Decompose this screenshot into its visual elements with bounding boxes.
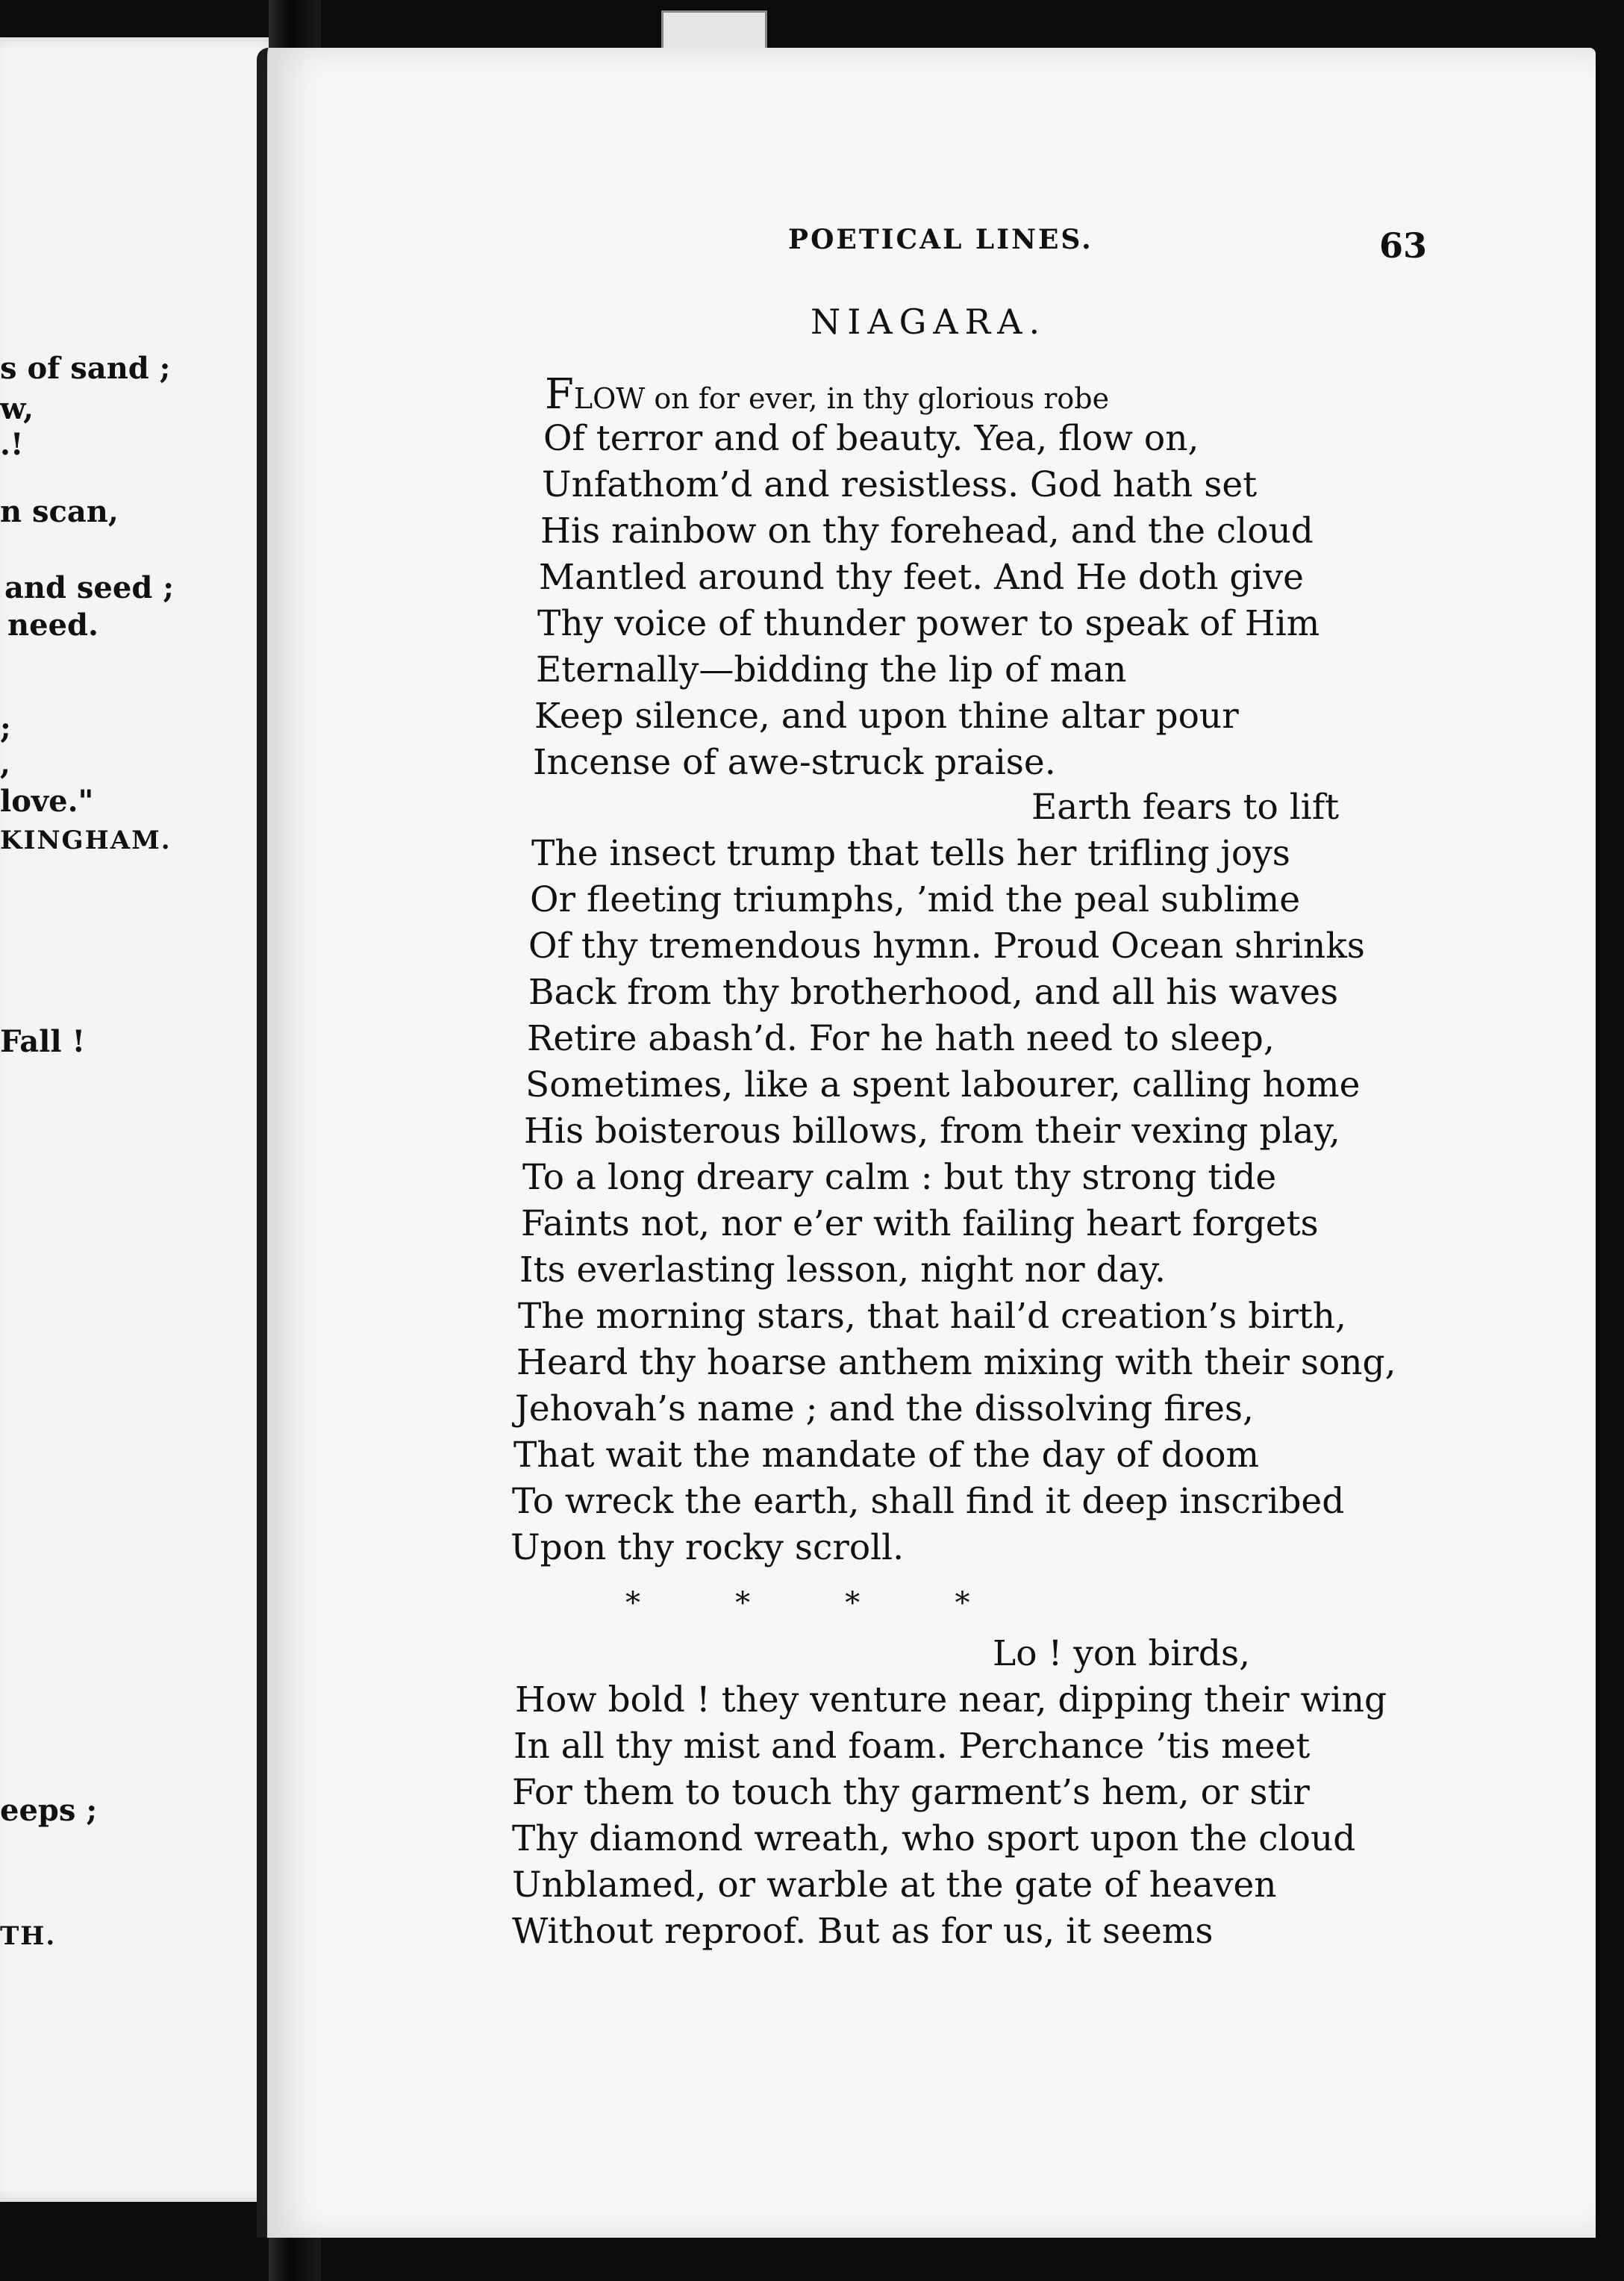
poem-line: Sometimes, like a spent labourer, calling home	[525, 1064, 1361, 1105]
left-fragment: .!	[0, 427, 24, 462]
page-number: 63	[1379, 225, 1428, 266]
poem-line: The morning stars, that hail’d creation’s birth,	[518, 1296, 1346, 1337]
poem-line: For them to touch thy garment’s hem, or stir	[512, 1772, 1310, 1813]
poem-line: Heard thy hoarse anthem mixing with their song,	[516, 1342, 1396, 1383]
poem-line: Thy diamond wreath, who sport upon the cloud	[512, 1818, 1356, 1859]
poem-line: Its everlasting lesson, night nor day.	[519, 1249, 1166, 1291]
left-page	[0, 37, 282, 2202]
poem-line: To wreck the earth, shall find it deep inscribed	[512, 1481, 1345, 1522]
poem-line: Incense of awe-struck praise.	[533, 742, 1056, 783]
poem-line: Earth fears to lift	[1031, 787, 1340, 828]
left-fragment: eeps ;	[0, 1793, 98, 1828]
running-title: POETICAL LINES.	[788, 224, 1093, 255]
poem-line: In all thy mist and foam. Perchance ’tis meet	[513, 1726, 1311, 1767]
left-fragment: need.	[7, 608, 99, 643]
poem-line: The insect trump that tells her trifling joys	[531, 833, 1290, 874]
poem-line: Or fleeting triumphs, ’mid the peal sublime	[530, 879, 1301, 920]
poem-line: Unfathom’d and resistless. God hath set	[542, 464, 1258, 505]
left-fragment: and seed ;	[4, 570, 174, 605]
first-line-text: LOW on for ever, in thy glorious robe	[573, 382, 1110, 415]
left-fragment: Fall !	[0, 1024, 86, 1059]
poem-line: Lo ! yon birds,	[993, 1633, 1251, 1674]
poem-line: Keep silence, and upon thine altar pour	[534, 696, 1239, 737]
poem-line: His boisterous billows, from their vexing play,	[524, 1111, 1340, 1152]
left-fragment: ;	[0, 711, 11, 746]
poem-line: Back from thy brotherhood, and all his waves	[528, 972, 1339, 1013]
poem-title: NIAGARA.	[811, 302, 1047, 342]
poem-line: Retire abash’d. For he hath need to sleep,	[527, 1018, 1275, 1059]
section-separator: * * * *	[625, 1586, 970, 1620]
left-fragment: s of sand ;	[0, 351, 171, 386]
poem-line: His rainbow on thy forehead, and the cloud	[540, 511, 1314, 552]
poem-line: Of terror and of beauty. Yea, flow on,	[543, 418, 1199, 459]
left-fragment: n scan,	[0, 494, 119, 529]
poem-line: That wait the mandate of the day of doom	[513, 1435, 1260, 1476]
poem-line: Of thy tremendous hymn. Proud Ocean shrinks	[528, 926, 1365, 967]
poem-line: Without reproof. But as for us, it seems	[512, 1911, 1214, 1952]
poem-line: Eternally—bidding the lip of man	[536, 649, 1127, 690]
poem-line: Jehovah’s name ; and the dissolving fires,	[515, 1388, 1254, 1429]
poem-line: Mantled around thy feet. And He doth give	[539, 557, 1304, 598]
drop-cap: F	[545, 370, 574, 419]
poem-line	[545, 370, 1109, 419]
left-fragment: w,	[0, 391, 34, 426]
poem-line: Unblamed, or warble at the gate of heaven	[512, 1865, 1277, 1906]
poem-line: Faints not, nor e’er with failing heart forgets	[521, 1203, 1319, 1244]
left-fragment: love."	[0, 784, 94, 819]
poem-line: Upon thy rocky scroll.	[510, 1527, 905, 1568]
poem-line: Thy voice of thunder power to speak of Him	[537, 603, 1320, 644]
poem-line: How bold ! they venture near, dipping their wing	[515, 1679, 1387, 1720]
poem-line: To a long dreary calm : but thy strong tide	[522, 1157, 1277, 1198]
left-fragment: KINGHAM.	[0, 826, 172, 855]
left-fragment: TH.	[0, 1921, 57, 1951]
left-fragment: ,	[0, 746, 10, 781]
